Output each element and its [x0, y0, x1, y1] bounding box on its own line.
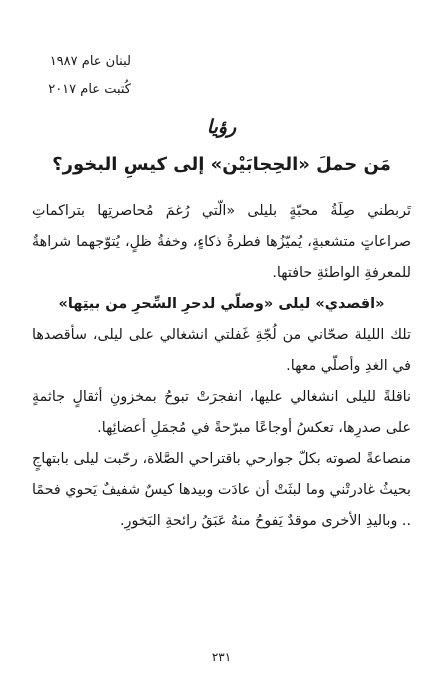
chapter-heading: مَن حملَ «الحِجابَيْن» إلى كيسِ البخور؟ — [52, 154, 391, 175]
location-date-block — [21, 48, 131, 104]
paragraph: ناقلةً لليلى انشغالي عليها، انفجرَتْ تبوحُ بمخزونِ أثقالٍ جاثمةٍ على صدرِها، تعكسُ أوجاعًا مبرّحةً في مُجمَلِ أعضائِها. — [32, 389, 411, 436]
paragraph: تلك الليلة صحّاني من لُجّةِ غَفلتي انشغالي على ليلى، سأقصدها في الغدِ وأصلّي معها. — [32, 327, 411, 374]
written-date-line: كُتبت عام ٢٠١٧ — [48, 82, 131, 97]
section-title: رؤيا — [206, 116, 237, 138]
paragraph: منصاعةً لصوته بكلّ جوارحي باقتراحي الصَّلاة، رحّبت ليلى بابتهاجٍ بحيثُ غادرتْني وما لبثَتْ أن عادَت وبيدها كيسٌ شفيفٌ يَحوي فحمًا .. وباليدِ الأخرى موقدٌ يَفوحُ منهُ عَبَقُ رائحةِ البَخورِ. — [32, 451, 411, 529]
body-text — [32, 196, 411, 537]
location-date-line: لبنان عام ١٩٨٧ — [49, 54, 131, 69]
sub-heading: «اقصدي» ليلى «وصلّي لدحرِ السِّحرِ من بيتِها» — [58, 296, 385, 312]
paragraph: تَربطني صِلَةُ محبّةٍ بليلى «الّتي رُغمَ مُحاصرتِها بتراكماتِ صراعاتٍ متشعبةٍ، يُميّزُها فطرةُ ذكاءٍ، وخفةُ ظلٍ، يُتوّجهما شراهةٌ للمعرفةِ الواطئةِ حافتها. — [32, 203, 411, 281]
page-number: ٢٣١ — [211, 650, 232, 664]
